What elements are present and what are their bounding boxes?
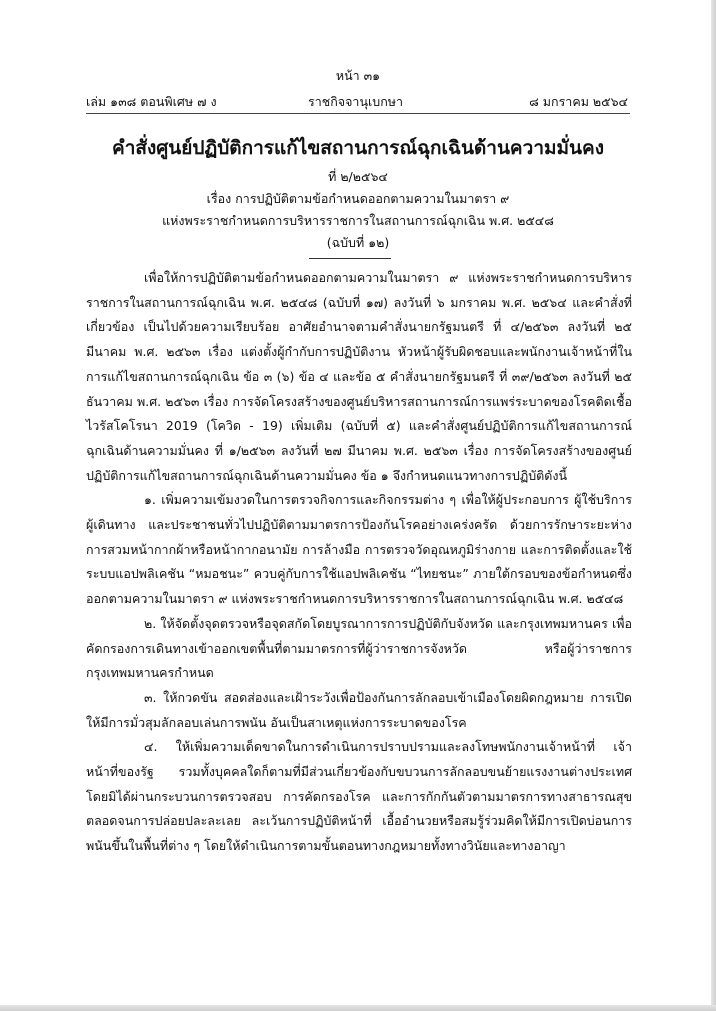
header-divider xyxy=(86,113,630,114)
page-edge-shadow-bottom xyxy=(0,1005,716,1011)
order-body xyxy=(86,266,632,859)
volume-issue: เล่ม ๑๓๘ ตอนพิเศษ ๗ ง xyxy=(86,94,217,109)
clause-2-paragraph: ๒. ให้จัดตั้งจุดตรวจหรือจุดสกัดโดยบูรณาการการปฏิบัติกับจังหวัด และกรุงเทพมหานคร เพื่อคัดกรองการเดินทางเข้าออกเขตพื้นที่ตามมาตรการที่ผู้ว่าราชการจังหวัด หรือผู้ว่าราชการกรุงเทพมหานครกำหนด xyxy=(86,615,632,681)
title-divider xyxy=(309,258,391,259)
page-number: หน้า ๓๑ xyxy=(335,68,381,83)
publication-name: ราชกิจจานุเบกษา xyxy=(308,94,404,109)
order-title: คำสั่งศูนย์ปฏิบัติการแก้ไขสถานการณ์ฉุกเฉินด้านความมั่นคง xyxy=(111,137,605,159)
order-edition: (ฉบับที่ ๑๒) xyxy=(326,235,390,250)
preamble-paragraph: เพื่อให้การปฏิบัติตามข้อกำหนดออกตามความในมาตรา ๙ แห่งพระราชกำหนดการบริหารราชการในสถานการณ์ฉุกเฉิน พ.ศ. ๒๕๔๘ (ฉบับที่ ๑๗) ลงวันที่ ๖ มกราคม พ.ศ. ๒๕๖๔ และคำสั่งที่เกี่ยวข้อง เป็นไปด้วยความเรียบร้อย อาศัยอำนาจตามคำสั่งนายกรัฐมนตรี ที่ ๔/๒๕๖๓ ลงวันที่ ๒๕ มีนาคม พ.ศ. ๒๕๖๓ เรื่อง แต่งตั้งผู้กำกับการปฏิบัติงาน หัวหน้าผู้รับผิดชอบและพนักงานเจ้าหน้าที่ในการแก้ไขสถานการณ์ฉุกเฉิน ข้อ ๓ (๖) ข้อ ๔ และข้อ ๕ คำสั่งนายกรัฐมนตรี ที่ ๓๙/๒๕๖๓ ลงวันที่ ๒๕ ธันวาคม พ.ศ. ๒๕๖๓ เรื่อง การจัดโครงสร้างของศูนย์บริหารสถานการณ์การแพร่ระบาดของโรคติดเชื้อไวรัสโคโรนา 2019 (โควิด - 19) เพิ่มเติม (ฉบับที่ ๕) และคำสั่งศูนย์ปฏิบัติการแก้ไขสถานการณ์ฉุกเฉินด้านความมั่นคง ที่ ๑/๒๕๖๓ ลงวันที่ ๒๗ มีนาคม พ.ศ. ๒๕๖๓ เรื่อง การจัดโครงสร้างของศูนย์ปฏิบัติการแก้ไขสถานการณ์ฉุกเฉินด้านความมั่นคง ข้อ ๑ จึงกำหนดแนวทางการปฏิบัติดังนี้ xyxy=(86,270,632,483)
clause-1-paragraph: ๑. เพิ่มความเข้มงวดในการตรวจกิจการและกิจกรรมต่าง ๆ เพื่อให้ผู้ประกอบการ ผู้ใช้บริการ ผู้เดินทาง และประชาชนทั่วไปปฏิบัติตามมาตรการป้องกันโรคอย่างเคร่งครัด ด้วยการรักษาระยะห่าง การสวมหน้ากากผ้าหรือหน้ากากอนามัย การล้างมือ การตรวจวัดอุณหภูมิร่างกาย และการติดตั้งและใช้ระบบแอปพลิเคชัน “หมอชนะ” ควบคู่กับการใช้แอปพลิเคชัน “ไทยชนะ” ภายใต้กรอบของข้อกำหนดซึ่งออกตามความในมาตรา ๙ แห่งพระราชกำหนดการบริหารราชการในสถานการณ์ฉุกเฉิน พ.ศ. ๒๕๔๘ xyxy=(86,492,632,607)
order-subject-line1: เรื่อง การปฏิบัติตามข้อกำหนดออกตามความในมาตรา ๙ xyxy=(206,191,510,206)
order-subject-line2: แห่งพระราชกำหนดการบริหารราชการในสถานการณ์ฉุกเฉิน พ.ศ. ๒๕๔๘ xyxy=(162,213,554,228)
publication-date: ๘ มกราคม ๒๕๖๔ xyxy=(529,94,628,109)
order-number: ที่ ๒/๒๕๖๔ xyxy=(328,169,388,184)
clause-4-paragraph: ๔. ให้เพิ่มความเด็ดขาดในการดำเนินการปราบปรามและลงโทษพนักงานเจ้าหน้าที่ เจ้าหน้าที่ของรัฐ รวมทั้งบุคคลใดก็ตามที่มีส่วนเกี่ยวข้องกับขบวนการลักลอบขนย้ายแรงงานต่างประเทศโดยมิได้ผ่านกระบวนการตรวจสอบ การคัดกรองโรค และการกักกันตัวตามมาตรการทางสาธารณสุข ตลอดจนการปล่อยปละละเลย ละเว้นการปฏิบัติหน้าที่ เอื้ออำนวยหรือสมรู้ร่วมคิดให้มีการเปิดบ่อนการพนันขึ้นในพื้นที่ต่าง ๆ โดยให้ดำเนินการตามขั้นตอนทางกฎหมายทั้งทางวินัยและทางอาญา xyxy=(86,739,632,854)
clause-3-paragraph: ๓. ให้กวดขัน สอดส่องและเฝ้าระวังเพื่อป้องกันการลักลอบเข้าเมืองโดยผิดกฎหมาย การเปิดให้มีการมั่วสุมลักลอบเล่นการพนัน อันเป็นสาเหตุแห่งการระบาดของโรค xyxy=(86,689,632,730)
